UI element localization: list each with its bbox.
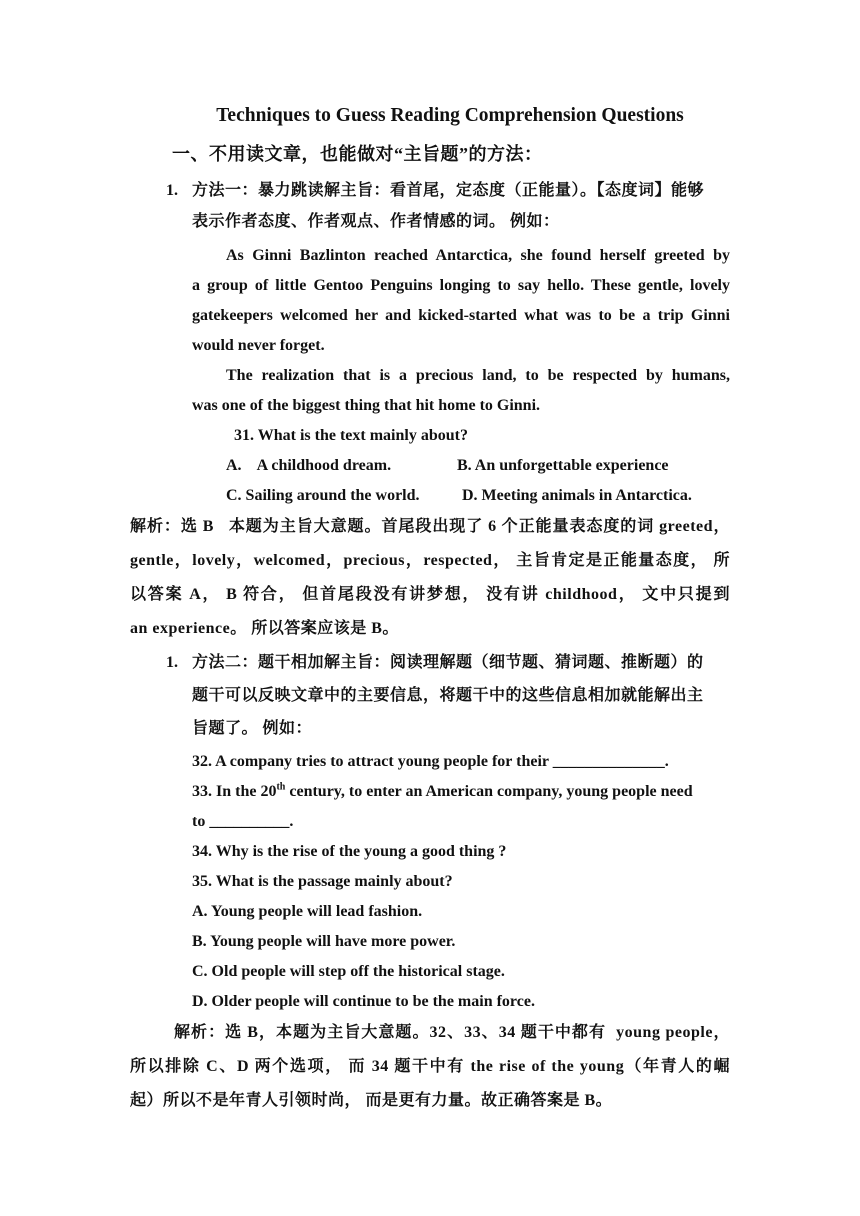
question-34: 34. Why is the rise of the young a good thing ? bbox=[192, 843, 507, 860]
passage-line: was one of the biggest thing that hit home to Ginni. bbox=[192, 397, 541, 414]
question-33-superscript: th bbox=[276, 781, 286, 793]
section-heading: 一、不用读文章，也能做对“主旨题”的方法： bbox=[172, 144, 543, 164]
option-b: B. Young people will have more power. bbox=[192, 933, 456, 950]
method2-number: 1. bbox=[166, 654, 178, 671]
analysis-line: 解析：选 B 本题为主旨大意题。首尾段出现了 6 个正能量表态度的词 greeted， bbox=[130, 518, 730, 535]
method2-line3: 旨题了。 例如： bbox=[192, 720, 313, 737]
method1-line2: 表示作者态度、作者观点、作者情感的词。 例如： bbox=[192, 213, 560, 230]
analysis-line: gentle，lovely，welcomed，precious，respected， 主旨肯定是正能量态度， 所 bbox=[130, 552, 730, 569]
option-a: A. A childhood dream. bbox=[226, 457, 392, 474]
question-33-text-rest: century, to enter an American company, young people need bbox=[285, 783, 693, 800]
analysis-line: 所以排除 C、D 两个选项， 而 34 题干中有 the rise of the young（年青人的崛 bbox=[130, 1058, 730, 1075]
question-33 bbox=[192, 780, 693, 804]
option-d: D. Meeting animals in Antarctica. bbox=[462, 487, 692, 504]
option-c: C. Old people will step off the historical stage. bbox=[192, 963, 505, 980]
question-31: 31. What is the text mainly about? bbox=[234, 427, 468, 444]
document-title: Techniques to Guess Reading Comprehension Questions bbox=[216, 105, 684, 126]
method2-line2: 题干可以反映文章中的主要信息，将题干中的这些信息相加就能解出主 bbox=[192, 687, 704, 704]
analysis-line: 解析：选 B，本题为主旨大意题。32、33、34 题干中都有 young people， bbox=[174, 1024, 730, 1041]
question-32: 32. A company tries to attract young people for their ______________. bbox=[192, 753, 669, 770]
passage-line: The realization that is a precious land, to be respected by humans, bbox=[226, 367, 730, 384]
analysis-line: 以答案 A， B 符合， 但首尾段没有讲梦想， 没有讲 childhood， 文中只提到 bbox=[130, 586, 730, 603]
option-c: C. Sailing around the world. bbox=[226, 487, 420, 504]
option-a: A. Young people will lead fashion. bbox=[192, 903, 423, 920]
passage-line: a group of little Gentoo Penguins longing to say hello. These gentle, lovely bbox=[192, 277, 730, 294]
passage-line: As Ginni Bazlinton reached Antarctica, she found herself greeted by bbox=[226, 247, 730, 264]
option-b: B. An unforgettable experience bbox=[457, 457, 669, 474]
question-35: 35. What is the passage mainly about? bbox=[192, 873, 453, 890]
question-33-text: 33. In the 20 bbox=[192, 783, 277, 800]
passage-line: gatekeepers welcomed her and kicked-started what was to be a trip Ginni bbox=[192, 307, 730, 324]
method1-line1: 方法一：暴力跳读解主旨：看首尾，定态度（正能量）。【态度词】能够 bbox=[192, 182, 705, 199]
analysis-line: 起）所以不是年青人引领时尚， 而是更有力量。故正确答案是 B。 bbox=[130, 1092, 613, 1109]
option-d: D. Older people will continue to be the main force. bbox=[192, 993, 535, 1010]
analysis-line: an experience。 所以答案应该是 B。 bbox=[130, 620, 399, 637]
method2-line1: 方法二：题干相加解主旨：阅读理解题（细节题、猜词题、推断题）的 bbox=[192, 654, 704, 671]
method1-number: 1. bbox=[166, 182, 178, 199]
passage-line: would never forget. bbox=[192, 337, 325, 354]
question-33-continued: to __________. bbox=[192, 813, 294, 830]
